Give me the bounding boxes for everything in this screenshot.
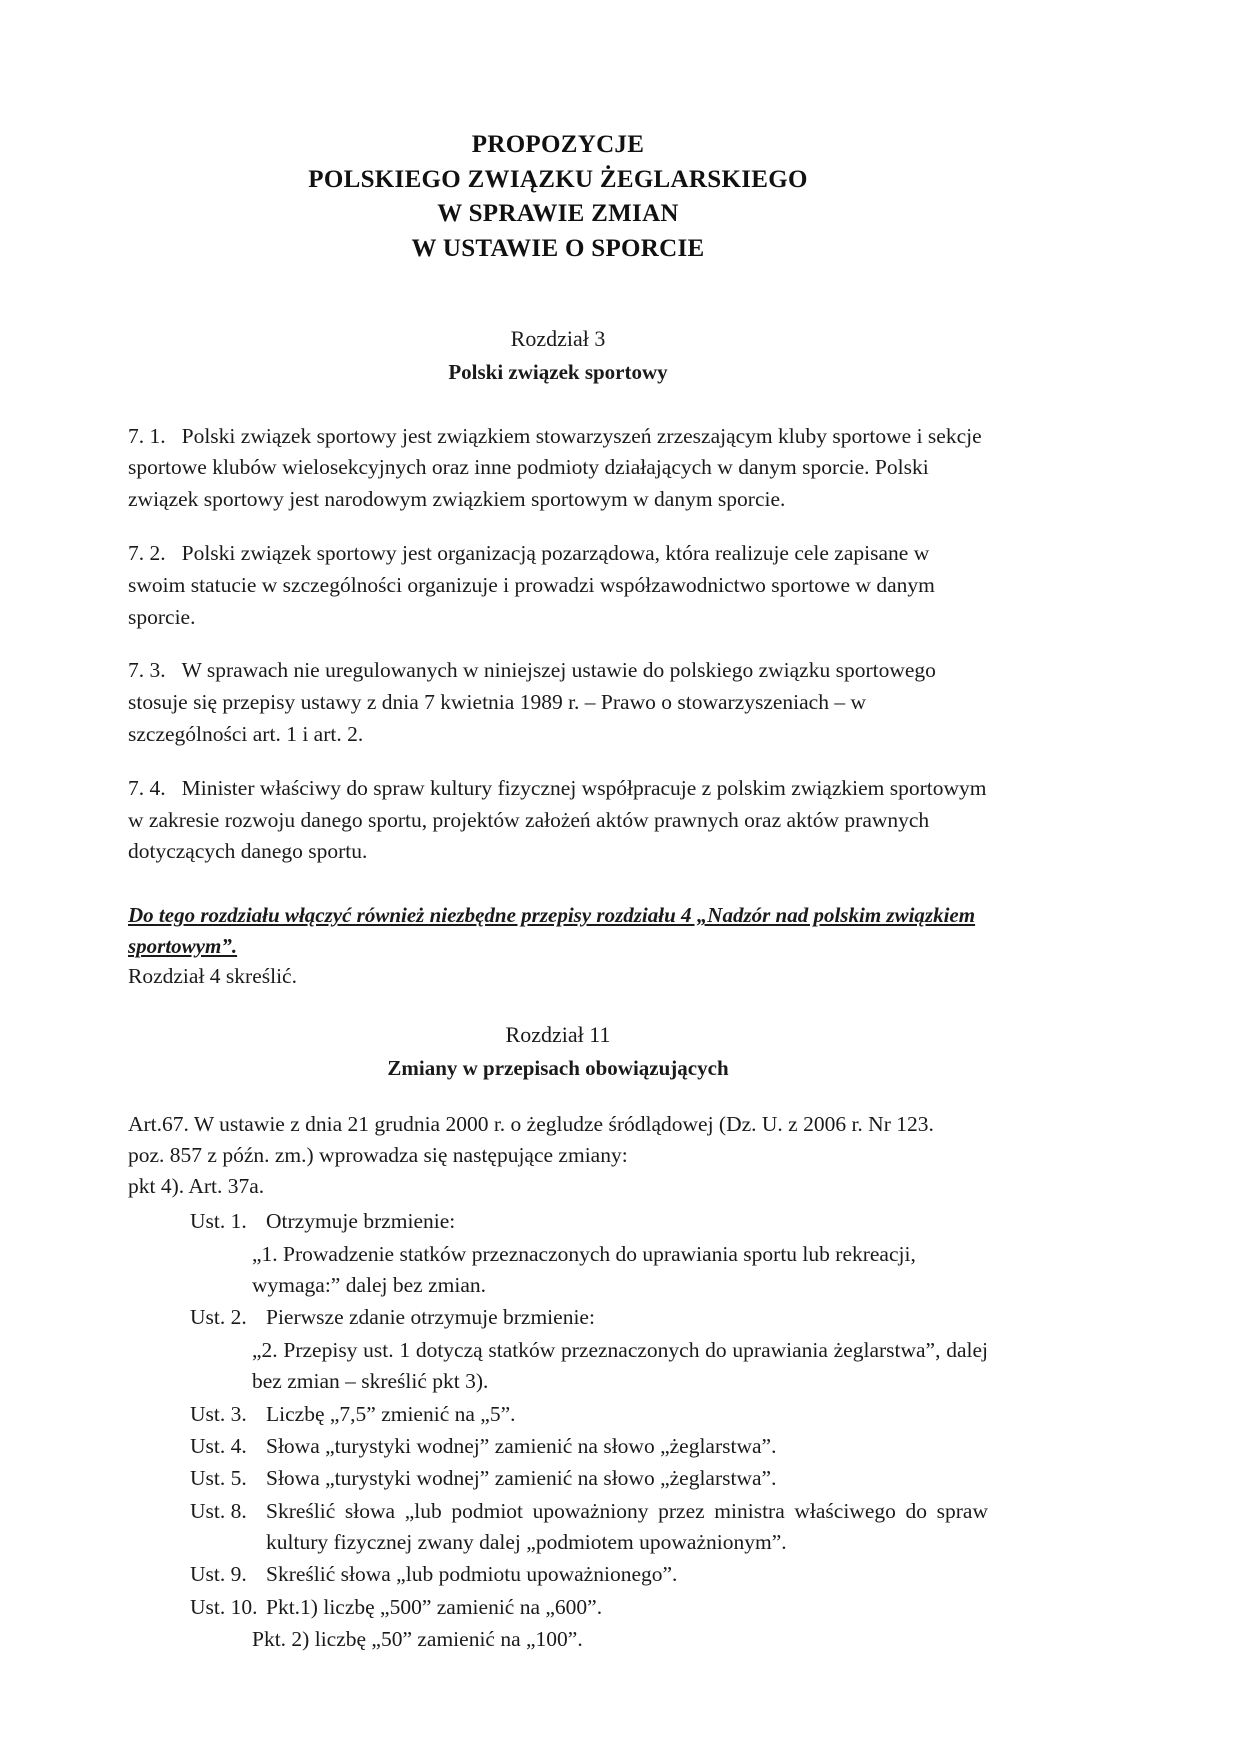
- ust-9-text: Skreślić słowa „lub podmiotu upoważnionego”.: [266, 1562, 678, 1587]
- paragraph-7-1-number: 7. 1.: [128, 423, 166, 448]
- ust-5-text: Słowa „turystyki wodnej” zamienić na słowo „żeglarstwa”.: [266, 1466, 777, 1491]
- list-item: [190, 1592, 988, 1623]
- chapter-3-subtitle: Polski związek sportowy: [448, 360, 668, 384]
- ust-4-text: Słowa „turystyki wodnej” zamienić na słowo „żeglarstwa”.: [266, 1433, 777, 1458]
- chapter-11-number: Rozdział 11: [505, 1022, 611, 1048]
- document-title: [128, 128, 988, 266]
- list-item: [190, 1206, 988, 1237]
- ust-8-text: Skreślić słowa „lub podmiot upoważniony przez ministra właściwego do spraw kultury fizycznej zwany dalej „podmiotem upoważnionym”.: [266, 1498, 988, 1555]
- list-item: [190, 1496, 988, 1559]
- editorial-note: Do tego rozdziału włączyć również niezbędne przepisy rozdziału 4 „Nadzór nad polskim związkiem sportowym”.: [128, 903, 976, 958]
- paragraph-7-4: [128, 773, 988, 868]
- ust-1-label: Ust. 1.: [190, 1209, 247, 1234]
- article-67-intro: [128, 1109, 988, 1203]
- ust-5-label: Ust. 5.: [190, 1466, 247, 1491]
- ust-2-label: Ust. 2.: [190, 1305, 247, 1330]
- document-body: [128, 128, 988, 1656]
- paragraph-7-2: [128, 538, 988, 633]
- amendment-list: [128, 1302, 988, 1333]
- paragraph-7-3: [128, 655, 988, 750]
- list-item: [190, 1399, 988, 1430]
- chapter-11-subtitle: Zmiany w przepisach obowiązujących: [387, 1056, 729, 1081]
- paragraph-7-4-text: Minister właściwy do spraw kultury fizycznej współpracuje z polskim związkiem sportowym w zakresie rozwoju danego sportu, projektów założeń aktów prawnych oraz aktów prawnych dotyczących danego sportu.: [128, 775, 987, 864]
- ust-8-label: Ust. 8.: [190, 1498, 247, 1523]
- paragraph-7-2-number: 7. 2.: [128, 540, 166, 565]
- spacer: [128, 1091, 988, 1109]
- title-line-1: PROPOZYCJE: [471, 131, 645, 158]
- list-item: [190, 1463, 988, 1494]
- spacer: [128, 395, 988, 421]
- article-67-line-3: pkt 4). Art. 37a.: [128, 1174, 265, 1199]
- list-item: [190, 1559, 988, 1590]
- chapter-3-heading: [128, 322, 988, 389]
- amendment-list: [128, 1399, 988, 1624]
- paragraph-7-1: [128, 421, 988, 516]
- ust-10-sub-point: Pkt. 2) liczbę „50” zamienić na „100”.: [252, 1627, 583, 1652]
- title-line-2: POLSKIEGO ZWIĄZKU ŻEGLARSKIEGO: [308, 165, 808, 193]
- article-67-line-2: poz. 857 z późn. zm.) wprowadza się następujące zmiany:: [128, 1142, 628, 1167]
- title-line-4: W USTAWIE O SPORCIE: [411, 234, 705, 262]
- paragraph-7-2-text: Polski związek sportowy jest organizacją pozarządowa, która realizuje cele zapisane w swoim statucie w szczególności organizuje i prowadzi współzawodnictwo sportowe w danym sporcie.: [128, 540, 935, 629]
- ust-10-label: Ust. 10.: [190, 1594, 258, 1619]
- ust-10-text: Pkt.1) liczbę „500” zamienić na „600”.: [266, 1594, 603, 1619]
- ust-2-text: Pierwsze zdanie otrzymuje brzmienie:: [266, 1305, 595, 1330]
- ust-1-text: Otrzymuje brzmienie:: [266, 1209, 456, 1234]
- list-item: [190, 1431, 988, 1462]
- list-item: [190, 1302, 988, 1333]
- ust-4-label: Ust. 4.: [190, 1433, 247, 1458]
- amendment-list: [128, 1206, 988, 1237]
- ust-3-label: Ust. 3.: [190, 1401, 247, 1426]
- paragraph-7-1-text: Polski związek sportowy jest związkiem stowarzyszeń zrzeszającym kluby sportowe i sekcje sportowe klubów wielosekcyjnych oraz inne podmioty działających w danym sporcie. Polski związek sportowy jest narodowym związkiem sportowym w danym sporcie.: [128, 423, 982, 512]
- editorial-note-follow: Rozdział 4 skreślić.: [128, 964, 297, 989]
- spacer: [128, 890, 988, 900]
- chapter-3-number: Rozdział 3: [510, 326, 606, 351]
- ust-1-quote: „1. Prowadzenie statków przeznaczonych do uprawiania sportu lub rekreacji, wymaga:” dalej bez zmian.: [252, 1241, 916, 1298]
- paragraph-7-3-text: W sprawach nie uregulowanych w niniejszej ustawie do polskiego związku sportowego stosuje się przepisy ustawy z dnia 7 kwietnia 1989 r. – Prawo o stowarzyszeniach – w szczególności art. 1 i art. 2.: [128, 658, 936, 746]
- chapter-11-heading: [128, 1018, 988, 1085]
- ust-3-text: Liczbę „7,5” zmienić na „5”.: [266, 1401, 516, 1426]
- ust-2-quote: „2. Przepisy ust. 1 dotyczą statków przeznaczonych do uprawiania żeglarstwa”, dalej bez zmian – skreślić pkt 3).: [252, 1337, 988, 1394]
- ust-9-label: Ust. 9.: [190, 1562, 247, 1587]
- paragraph-7-3-number: 7. 3.: [128, 658, 166, 683]
- paragraph-7-4-number: 7. 4.: [128, 775, 166, 800]
- article-67-line-1: Art.67. W ustawie z dnia 21 grudnia 2000 r. o żegludze śródlądowej (Dz. U. z 2006 r. Nr 123.: [128, 1111, 934, 1136]
- title-line-3: W SPRAWIE ZMIAN: [437, 200, 679, 227]
